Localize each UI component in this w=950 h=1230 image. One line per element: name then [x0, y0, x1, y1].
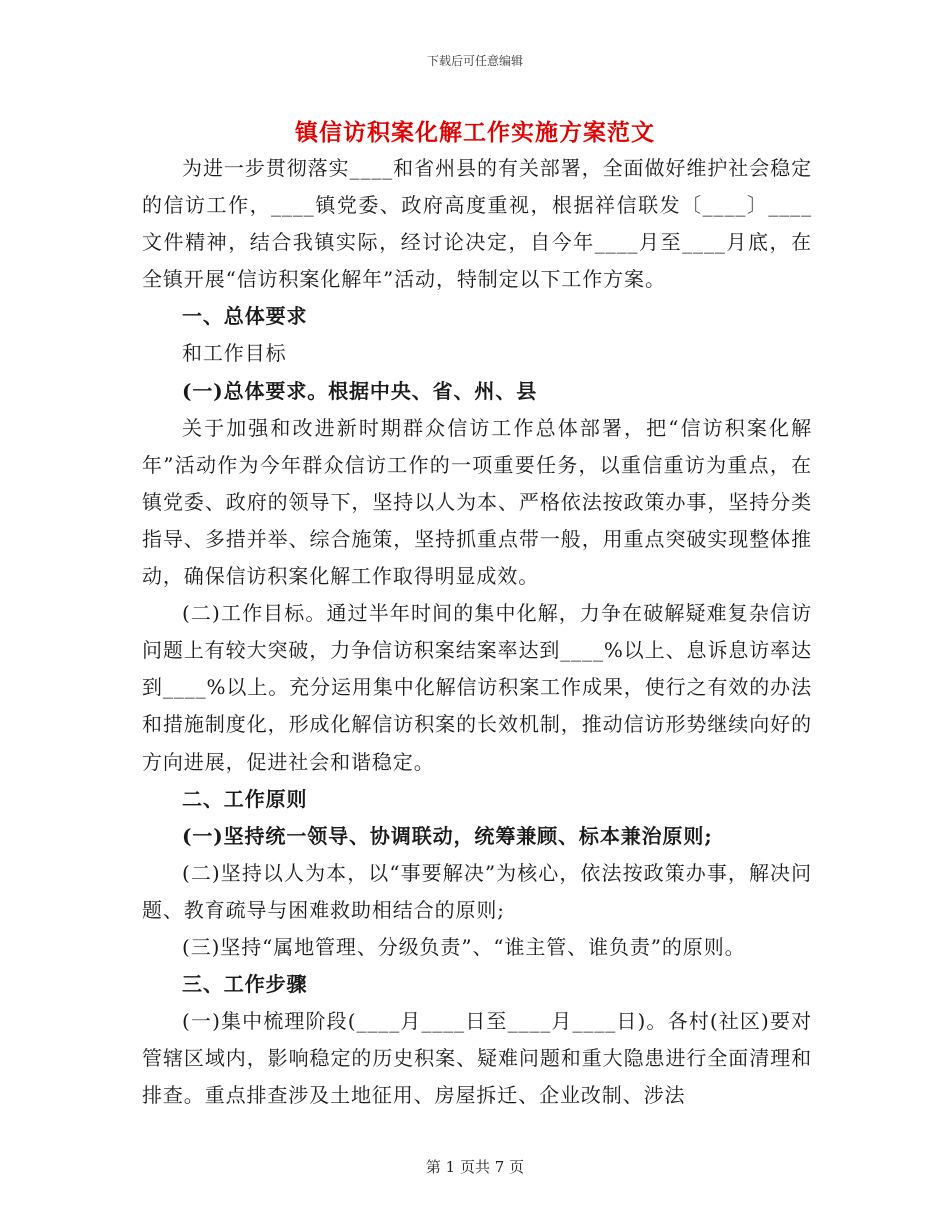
paragraph-step-1: (一)集中梳理阶段(____月____日至____月____日)。各村(社区)要对管辖区域内，影响稳定的历史积案、疑难问题和重大隐患进行全面清理和排查。重点排查涉及土地征用、房屋拆迁、企业改制、涉法: [142, 1009, 812, 1108]
section-heading-1: 一、总体要求: [182, 304, 308, 329]
section-heading-2: 二、工作原则: [182, 786, 308, 811]
paragraph-intro: 为进一步贯彻落实____和省州县的有关部署，全面做好维护社会稳定的信访工作，____镇党委、政府高度重视，根据祥信联发〔____〕____文件精神，结合我镇实际，经讨论决定，自今年____月至____月底，在全镇开展“信访积案化解年”活动，特制定以下工作方案。: [142, 156, 812, 292]
document-title: 镇信访积案化解工作实施方案范文: [295, 119, 655, 146]
principle-1: (一)坚持统一领导、协调联动，统筹兼顾、标本兼治原则;: [182, 823, 713, 848]
principle-2: (二)坚持以人为本，以“事要解决”为核心，依法按政策办事，解决问题、教育疏导与困难救助相结合的原则;: [142, 860, 812, 922]
section-heading-3: 三、工作步骤: [182, 972, 308, 997]
subheading-overall-requirements: (一)总体要求。根据中央、省、州、县: [182, 378, 538, 403]
paragraph-overall-requirements: 关于加强和改进新时期群众信访工作总体部署，把“信访积案化解年”活动作为今年群众信访工作的一项重要任务，以重信重访为重点，在镇党委、政府的领导下，坚持以人为本、严格依法按政策办事，坚持分类指导、多措并举、综合施策，坚持抓重点带一般，用重点突破实现整体推动，确保信访积案化解工作取得明显成效。: [142, 415, 812, 589]
paragraph-section1-continued: 和工作目标: [182, 341, 287, 366]
paragraph-work-goals: (二)工作目标。通过半年时间的集中化解，力争在破解疑难复杂信访问题上有较大突破，力争信访积案结案率达到____%以上、息诉息访率达到____%以上。充分运用集中化解信访积案工作成果，使行之有效的办法和措施制度化，形成化解信访积案的长效机制，推动信访形势继续向好的方向进展，促进社会和谐稳定。: [142, 601, 812, 774]
header-note: 下载后可任意编辑: [426, 54, 523, 68]
document-body: [142, 150, 812, 1114]
principle-3: (三)坚持“属地管理、分级负责”、“谁主管、谁负责”的原则。: [182, 934, 746, 959]
page-footer: 第 1 页共 7 页: [425, 1158, 525, 1176]
